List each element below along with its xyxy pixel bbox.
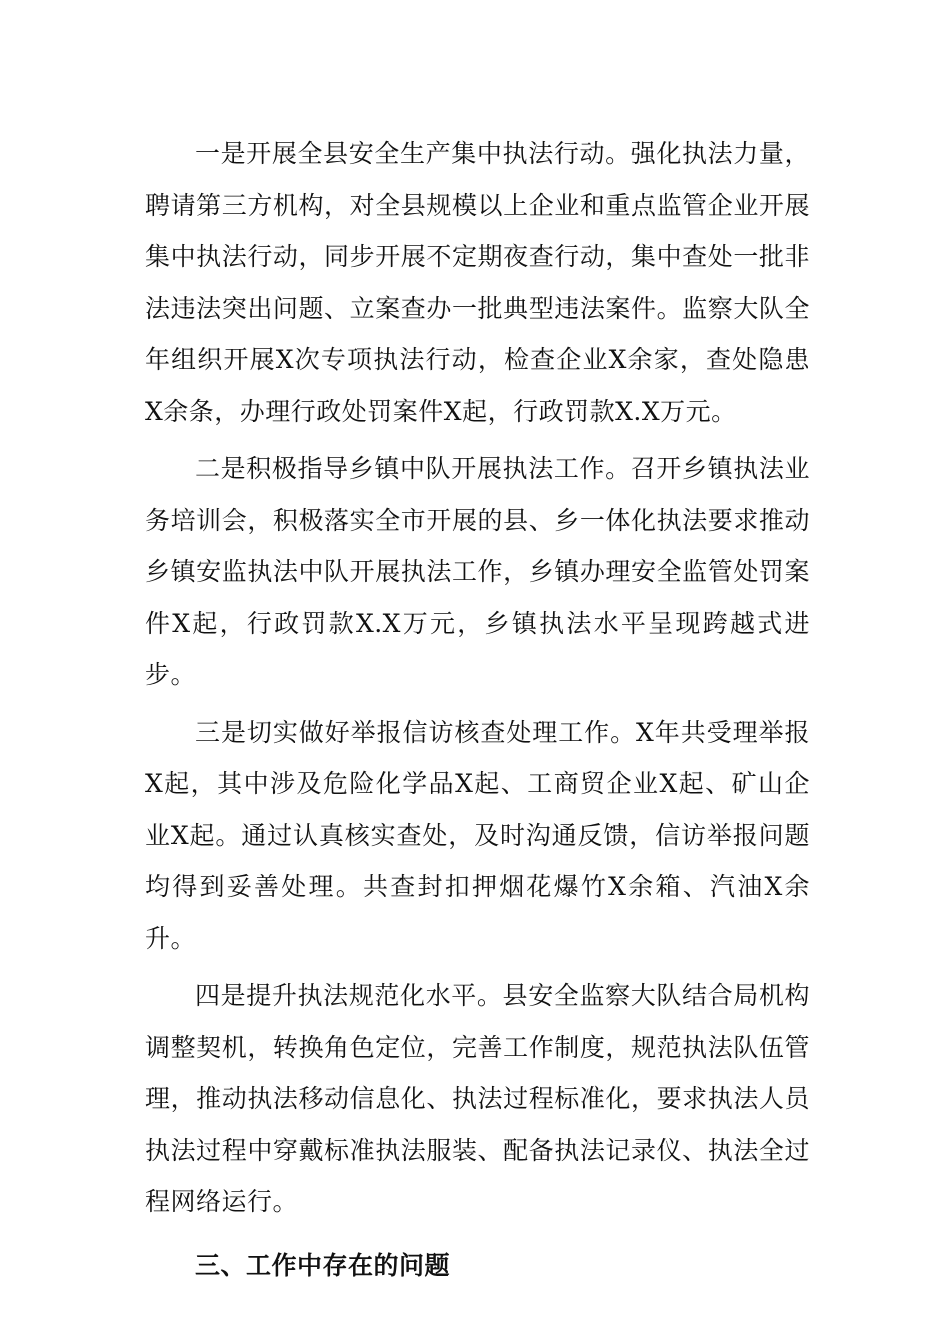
section-heading: 三、工作中存在的问题 bbox=[195, 1250, 451, 1280]
paragraph-complaint-handling: 三是切实做好举报信访核查处理工作。X年共受理举报X起，其中涉及危险化学品X起、工商贸企业X起、矿山企业X起。通过认真核实查处，及时沟通反馈，信访举报问题均得到妥善处理。共查封扣押烟花爆竹X余箱、汽油X余升。 bbox=[145, 717, 810, 953]
paragraph-standardization: 四是提升执法规范化水平。县安全监察大队结合局机构调整契机，转换角色定位，完善工作制度，规范执法队伍管理，推动执法移动信息化、执法过程标准化，要求执法人员执法过程中穿戴标准执法服装、配备执法记录仪、执法全过程网络运行。 bbox=[145, 981, 810, 1216]
document-body bbox=[145, 128, 810, 1291]
paragraph-enforcement-action: 一是开展全县安全生产集中执法行动。强化执法力量，聘请第三方机构，对全县规模以上企业和重点监管企业开展集中执法行动，同步开展不定期夜查行动，集中查处一批非法违法突出问题、立案查办一批典型违法案件。监察大队全年组织开展X次专项执法行动，检查企业X余家，查处隐患X余条，办理行政处罚案件X起，行政罚款X.X万元。 bbox=[145, 139, 810, 426]
paragraph-township-guidance: 二是积极指导乡镇中队开展执法工作。召开乡镇执法业务培训会，积极落实全市开展的县、乡一体化执法要求推动乡镇安监执法中队开展执法工作，乡镇办理安全监管处罚案件X起，行政罚款X.X万元，乡镇执法水平呈现跨越式进步。 bbox=[145, 454, 810, 689]
